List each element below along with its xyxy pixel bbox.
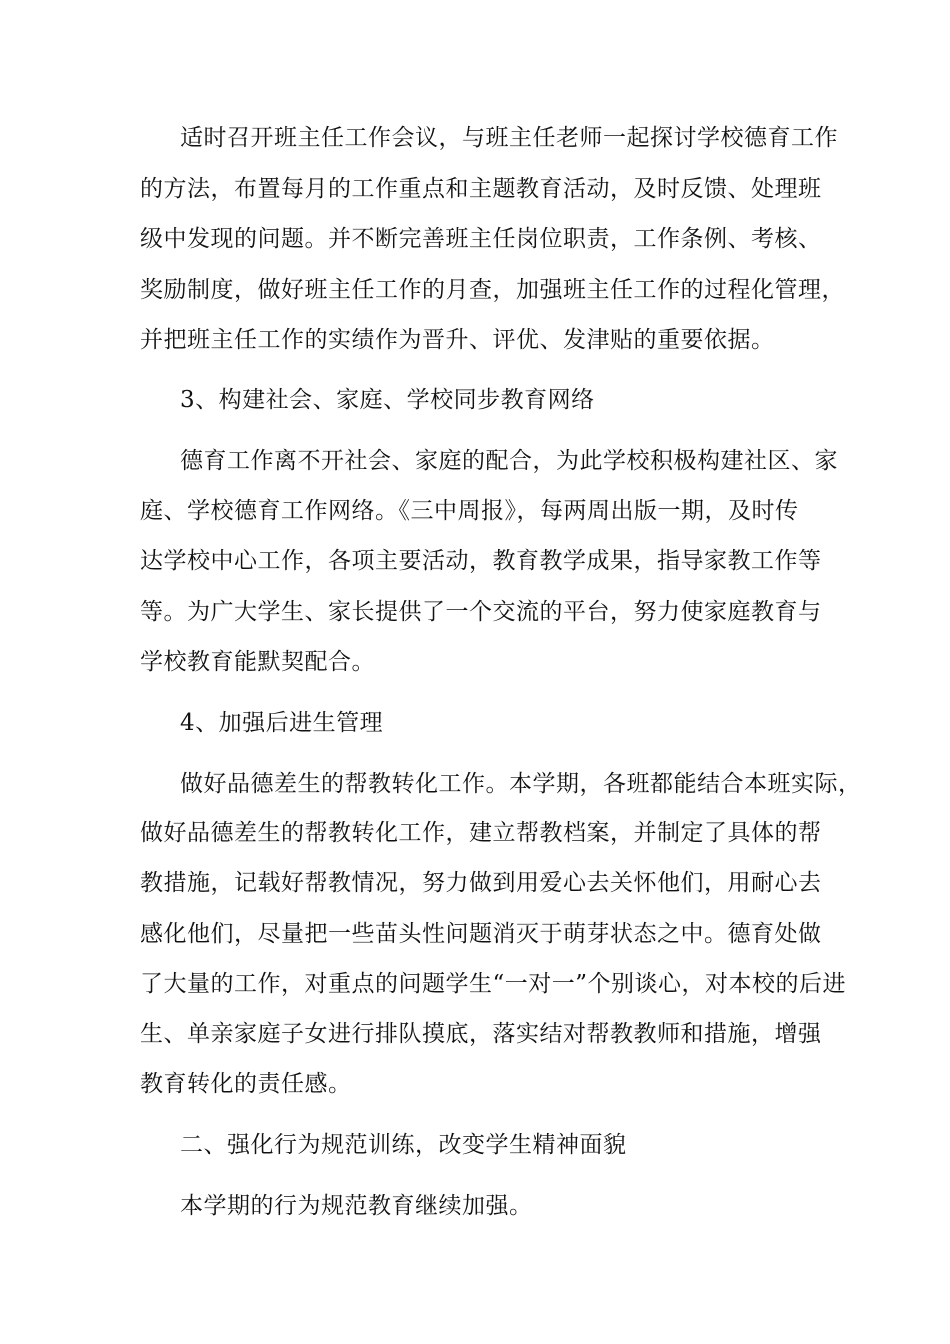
section-heading: 3、构建社会、家庭、学校同步教育网络 xyxy=(180,387,595,413)
paragraph-line: 本学期的行为规范教育继续加强。 xyxy=(180,1193,533,1219)
paragraph-line: 庭、学校德育工作网络。《三中周报》，每两周出版一期，及时传 xyxy=(140,498,799,524)
paragraph-line: 教措施，记载好帮教情况，努力做到用爱心去关怀他们，用耐心去 xyxy=(140,870,822,896)
paragraph-line: 的方法，布置每月的工作重点和主题教育活动，及时反馈、处理班 xyxy=(140,176,822,202)
paragraph-line: 教育转化的责任感。 xyxy=(140,1071,352,1097)
paragraph-line: 感化他们，尽量把一些苗头性问题消灭于萌芽状态之中。德育处做 xyxy=(140,921,822,947)
paragraph-line: 做好品德差生的帮教转化工作。本学期，各班都能结合本班实际， xyxy=(180,771,862,797)
paragraph-line: 并把班主任工作的实绩作为晋升、评优、发津贴的重要依据。 xyxy=(140,327,775,353)
paragraph-line: 级中发现的问题。并不断完善班主任岗位职责，工作条例、考核、 xyxy=(140,226,822,252)
paragraph-line: 等。为广大学生、家长提供了一个交流的平台，努力使家庭教育与 xyxy=(140,599,822,625)
paragraph-line: 了大量的工作，对重点的问题学生“一对一”个别谈心，对本校的后进 xyxy=(140,971,847,997)
paragraph-line: 奖励制度，做好班主任工作的月查，加强班主任工作的过程化管理， xyxy=(140,277,845,303)
paragraph-line: 做好品德差生的帮教转化工作，建立帮教档案，并制定了具体的帮 xyxy=(140,820,822,846)
paragraph-line: 学校教育能默契配合。 xyxy=(140,649,375,675)
paragraph-line: 适时召开班主任工作会议，与班主任老师一起探讨学校德育工作 xyxy=(180,125,838,151)
paragraph-line: 德育工作离不开社会、家庭的配合，为此学校积极构建社区、家 xyxy=(180,448,838,474)
section-heading: 二、强化行为规范训练，改变学生精神面貌 xyxy=(180,1132,627,1158)
paragraph-line: 达学校中心工作，各项主要活动，教育教学成果，指导家教工作等 xyxy=(140,548,822,574)
paragraph-line: 生、单亲家庭子女进行排队摸底，落实结对帮教教师和措施，增强 xyxy=(140,1021,822,1047)
section-heading: 4、加强后进生管理 xyxy=(180,710,384,736)
